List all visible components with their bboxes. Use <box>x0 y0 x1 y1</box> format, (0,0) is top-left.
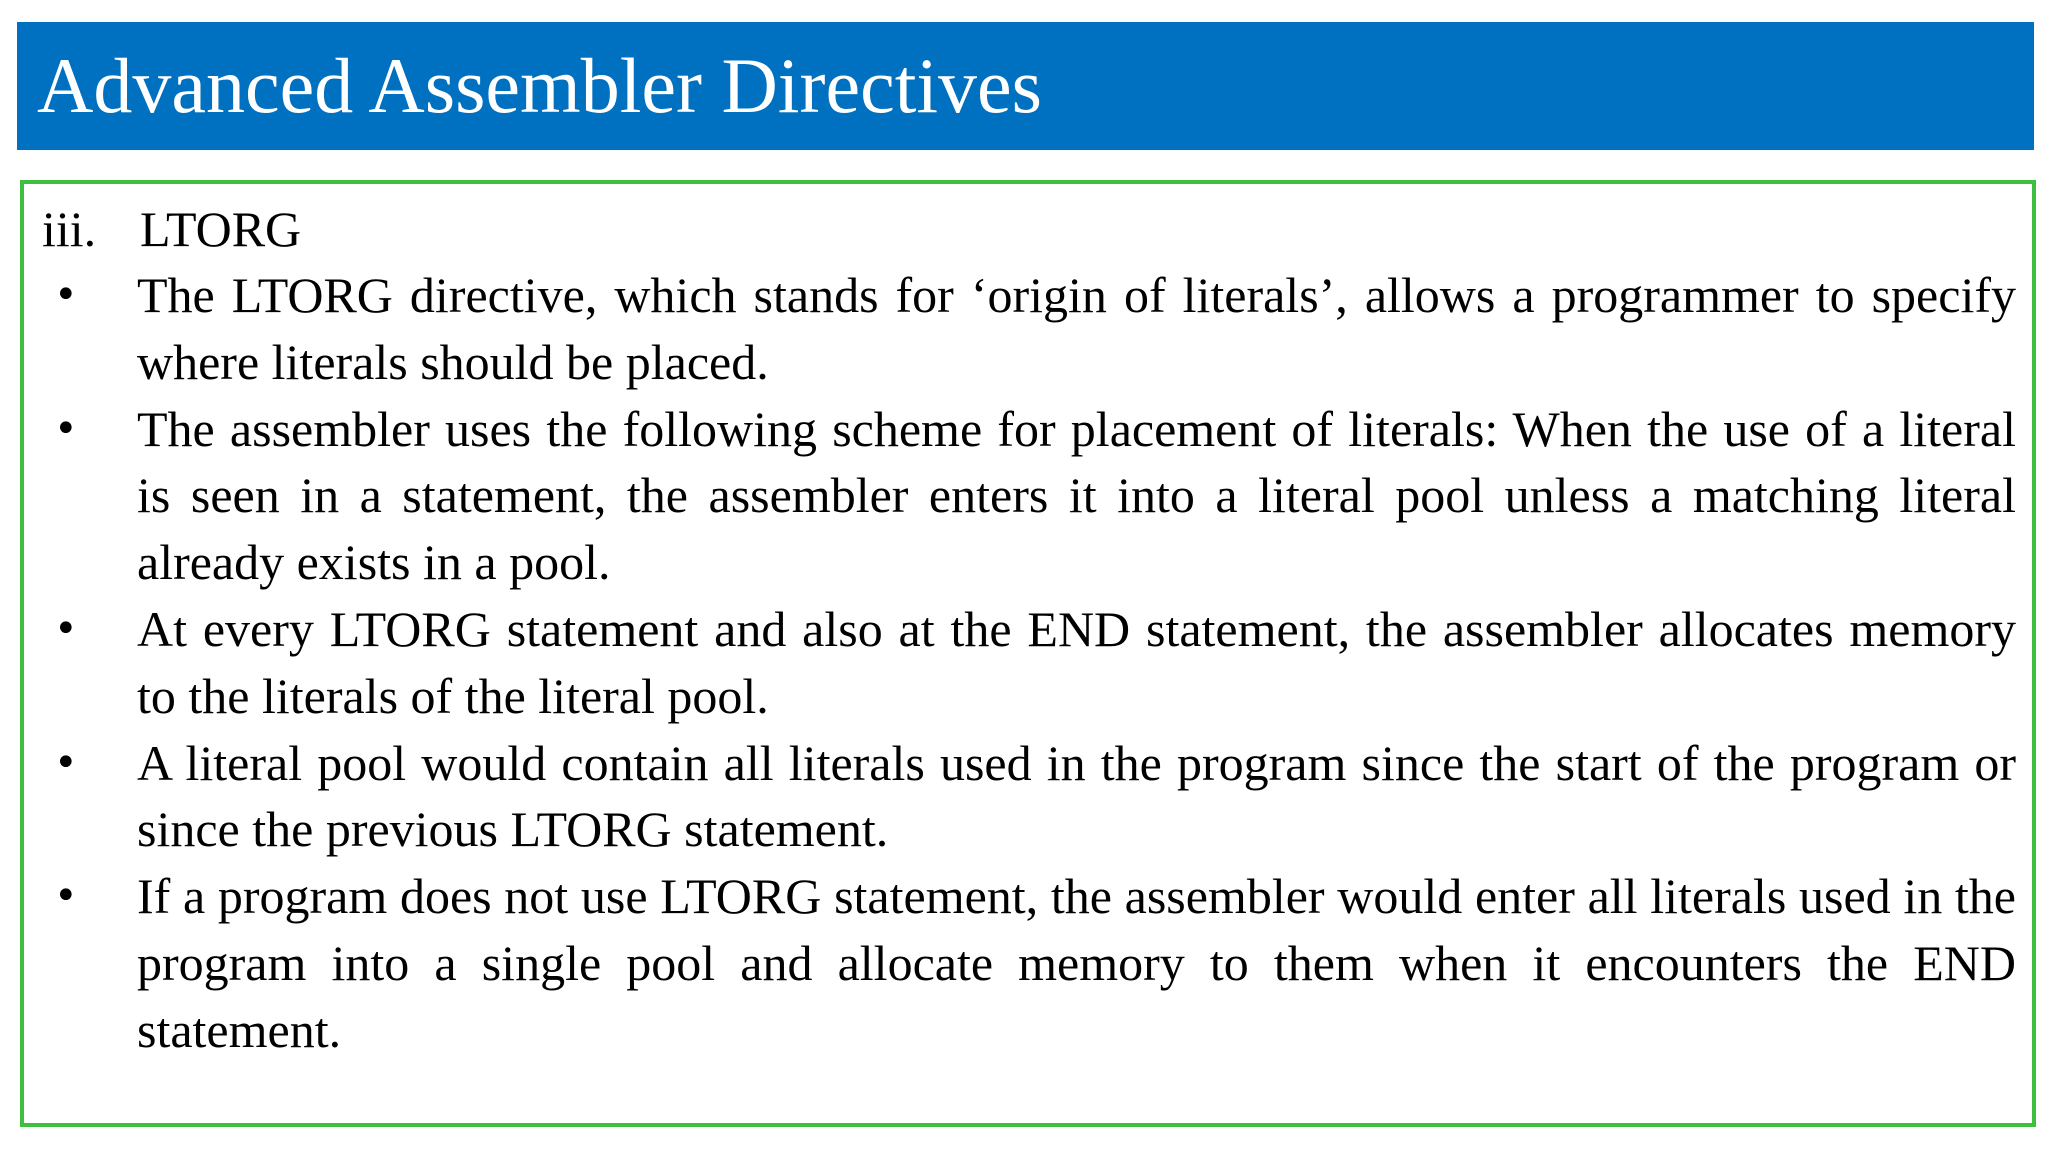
bullet-icon: • <box>54 605 78 652</box>
bullet-text: If a program does not use LTORG statement, the assembler would enter all literals used in the program into a single pool and allocate memory to them when it encounters the END statement. <box>137 868 2016 1058</box>
title-bar <box>17 22 2034 150</box>
bullet-item <box>42 730 2016 864</box>
bullet-item <box>42 863 2016 1063</box>
section-heading <box>42 196 301 262</box>
slide-title: Advanced Assembler Directives <box>37 42 1043 129</box>
bullet-icon: • <box>54 739 78 786</box>
bullet-icon: • <box>54 272 78 318</box>
bullet-text: A literal pool would contain all literals used in the program since the start of the program or since the previous LTORG statement. <box>137 734 2016 858</box>
bullet-item <box>42 396 2016 596</box>
section-title: LTORG <box>140 201 302 257</box>
section-numeral: iii. <box>42 201 97 257</box>
bullet-item <box>42 596 2016 730</box>
bullet-text: The assembler uses the following scheme for placement of literals: When the use of a literal is seen in a statement, the assembler enters it into a literal pool unless a matching literal already exists in a pool. <box>137 400 2016 591</box>
bullet-list <box>42 262 2016 1064</box>
bullet-text: At every LTORG statement and also at the END statement, the assembler allocates memory to the literals of the literal pool. <box>137 600 2016 724</box>
bullet-icon: • <box>54 873 78 920</box>
bullet-icon: • <box>54 405 78 452</box>
content-box <box>20 180 2036 1127</box>
bullet-text: The LTORG directive, which stands for ‘origin of literals’, allows a programmer to specify where literals should be placed. <box>137 267 2016 390</box>
bullet-item <box>42 262 2016 396</box>
